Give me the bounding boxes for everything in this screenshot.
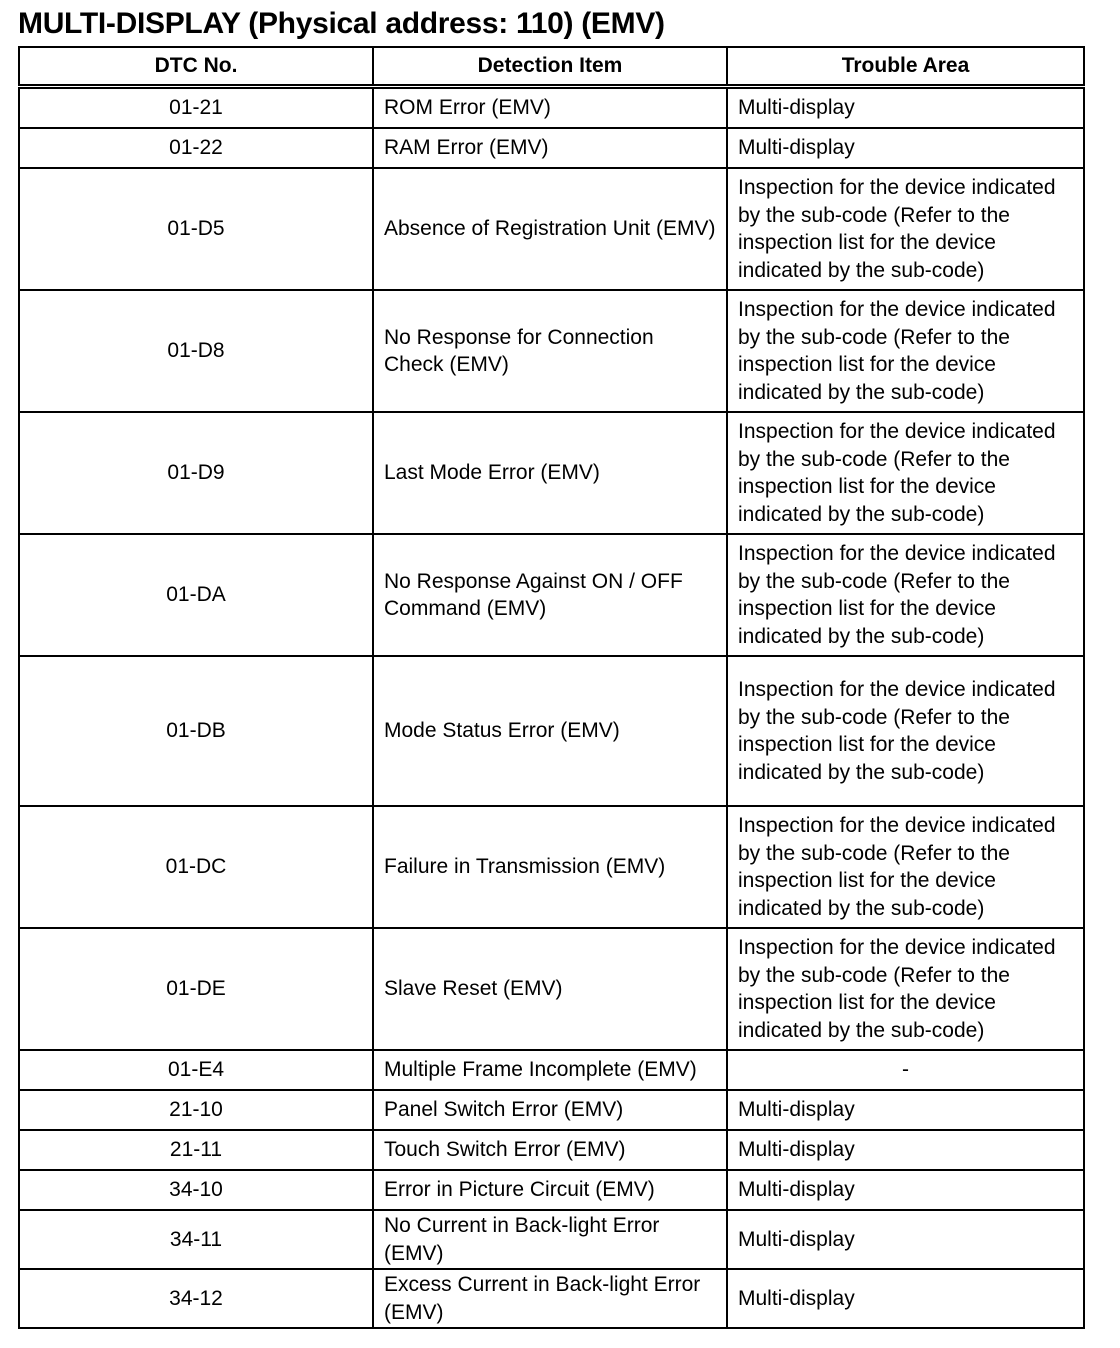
trouble-area: Multi-display (727, 1210, 1084, 1269)
trouble-area: Multi-display (727, 1130, 1084, 1170)
trouble-area: Multi-display (727, 128, 1084, 168)
table-row (19, 168, 1084, 290)
trouble-area: Inspection for the device indicated by the sub-code (Refer to the inspection list for the device indicated by the sub-code) (727, 806, 1084, 928)
trouble-area: Inspection for the device indicated by the sub-code (Refer to the inspection list for the device indicated by the sub-code) (727, 534, 1084, 656)
detection-item: No Response for Connection Check (EMV) (373, 290, 727, 412)
dtc-code: 21-10 (19, 1090, 373, 1130)
detection-item: RAM Error (EMV) (373, 128, 727, 168)
table-row (19, 656, 1084, 806)
table-row (19, 534, 1084, 656)
table-row (19, 1090, 1084, 1130)
detection-item: Absence of Registration Unit (EMV) (373, 168, 727, 290)
table-row (19, 1130, 1084, 1170)
trouble-area: Multi-display (727, 1269, 1084, 1328)
detection-item: No Current in Back-light Error (EMV) (373, 1210, 727, 1269)
dtc-code: 21-11 (19, 1130, 373, 1170)
detection-item: Error in Picture Circuit (EMV) (373, 1170, 727, 1210)
dtc-table (18, 46, 1085, 1329)
dtc-code: 01-22 (19, 128, 373, 168)
detection-item: Panel Switch Error (EMV) (373, 1090, 727, 1130)
table-row (19, 290, 1084, 412)
detection-item: ROM Error (EMV) (373, 87, 727, 129)
table-row (19, 928, 1084, 1050)
dtc-code: 01-21 (19, 87, 373, 129)
trouble-area: Multi-display (727, 1090, 1084, 1130)
table-row (19, 806, 1084, 928)
header-trouble-area: Trouble Area (727, 47, 1084, 87)
trouble-area: Inspection for the device indicated by the sub-code (Refer to the inspection list for the device indicated by the sub-code) (727, 928, 1084, 1050)
detection-item: Last Mode Error (EMV) (373, 412, 727, 534)
page-title: MULTI-DISPLAY (Physical address: 110) (EMV) (18, 7, 665, 40)
table-row (19, 1050, 1084, 1090)
trouble-area: Inspection for the device indicated by the sub-code (Refer to the inspection list for the device indicated by the sub-code) (727, 412, 1084, 534)
table-row (19, 412, 1084, 534)
trouble-area: Inspection for the device indicated by the sub-code (Refer to the inspection list for the device indicated by the sub-code) (727, 168, 1084, 290)
detection-item: No Response Against ON / OFF Command (EMV) (373, 534, 727, 656)
dtc-code: 34-10 (19, 1170, 373, 1210)
detection-item: Excess Current in Back-light Error (EMV) (373, 1269, 727, 1328)
dtc-code: 01-D8 (19, 290, 373, 412)
header-detection-item: Detection Item (373, 47, 727, 87)
detection-item: Slave Reset (EMV) (373, 928, 727, 1050)
table-header-row (19, 47, 1084, 87)
trouble-area: Multi-display (727, 87, 1084, 129)
detection-item: Multiple Frame Incomplete (EMV) (373, 1050, 727, 1090)
dtc-code: 01-E4 (19, 1050, 373, 1090)
table-row (19, 1170, 1084, 1210)
table-row (19, 1210, 1084, 1269)
dtc-code: 01-DC (19, 806, 373, 928)
dtc-code: 01-DA (19, 534, 373, 656)
table-row (19, 128, 1084, 168)
header-dtc-no: DTC No. (19, 47, 373, 87)
detection-item: Touch Switch Error (EMV) (373, 1130, 727, 1170)
dtc-code: 01-D9 (19, 412, 373, 534)
dtc-code: 34-12 (19, 1269, 373, 1328)
dtc-code: 01-DE (19, 928, 373, 1050)
trouble-area: - (727, 1050, 1084, 1090)
dtc-code: 34-11 (19, 1210, 373, 1269)
dtc-code: 01-DB (19, 656, 373, 806)
table-row (19, 87, 1084, 129)
trouble-area: Multi-display (727, 1170, 1084, 1210)
dtc-code: 01-D5 (19, 168, 373, 290)
detection-item: Failure in Transmission (EMV) (373, 806, 727, 928)
trouble-area: Inspection for the device indicated by the sub-code (Refer to the inspection list for the device indicated by the sub-code) (727, 656, 1084, 806)
table-row (19, 1269, 1084, 1328)
trouble-area: Inspection for the device indicated by the sub-code (Refer to the inspection list for the device indicated by the sub-code) (727, 290, 1084, 412)
detection-item: Mode Status Error (EMV) (373, 656, 727, 806)
